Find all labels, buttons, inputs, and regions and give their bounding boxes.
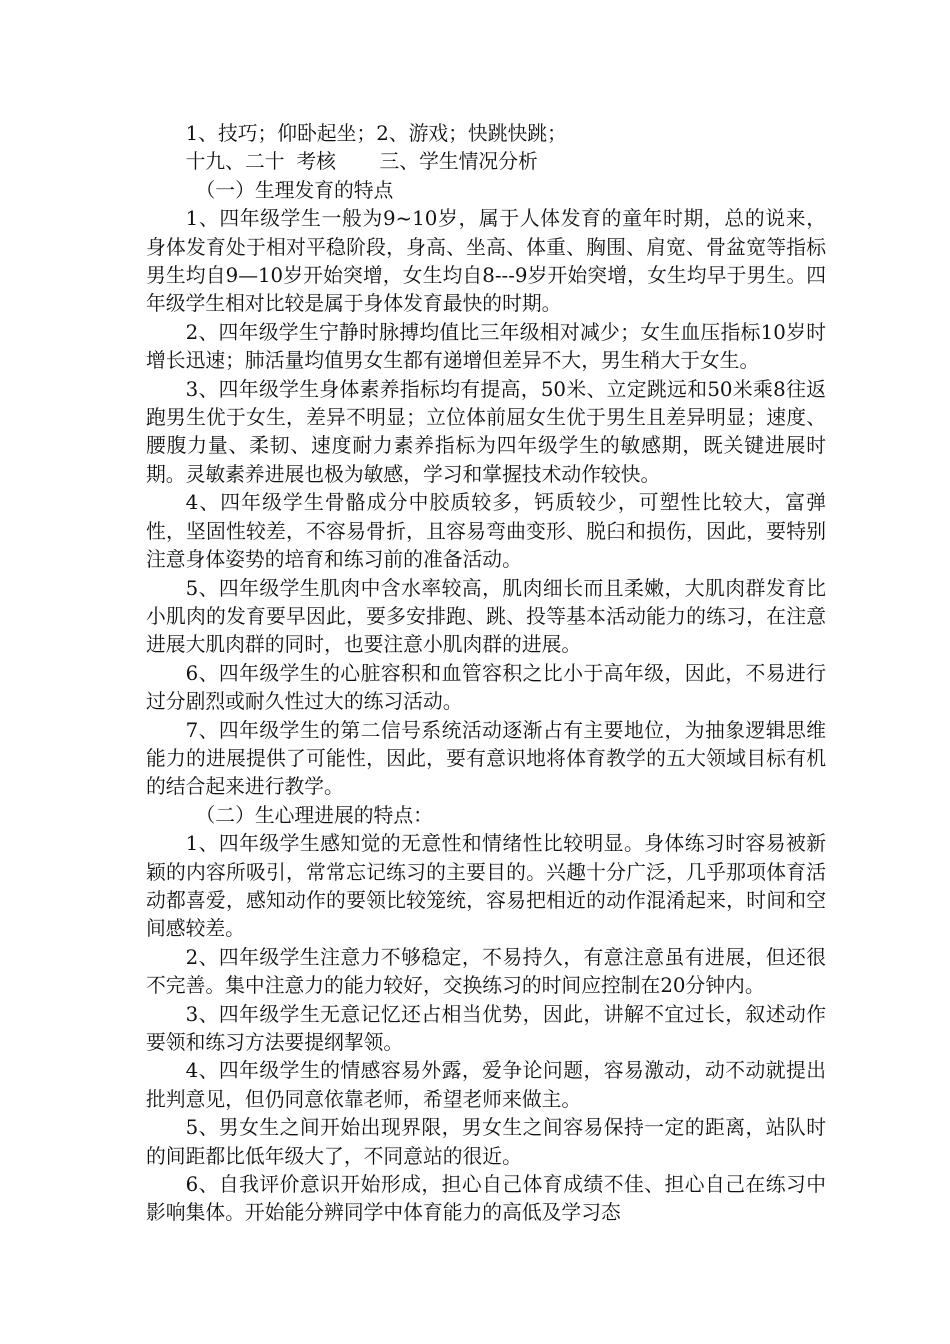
paragraph-psych-4: 4、四年级学生的情感容易外露，爱争论问题，容易激动，动不动就提出批判意见，但仍同意依靠老师，希望老师来做主。 [146,1059,826,1111]
paragraph-psych-1: 1、四年级学生感知觉的无意性和情绪性比较明显。身体练习时容易被新颖的内容所吸引，常常忘记练习的主要目的。兴趣十分广泛，几乎那项体育活动都喜爱，感知动作的要领比较笼统，容易把相近的动作混淆起来，时间和空间感较差。 [146,832,826,941]
paragraph-physio-1: 1、四年级学生一般为9~10岁，属于人体发育的童年时期，总的说来，身体发育处于相对平稳阶段，身高、坐高、体重、胸围、肩宽、骨盆宽等指标男生均自9—10岁开始突增，女生均自8---9岁开始突增，女生均早于男生。四年级学生相对比较是属于身体发育最快的时期。 [146,207,826,316]
course-list-text: 1、技巧；仰卧起坐；2、游戏；快跳快跳； [185,122,567,145]
paragraph-psych-5: 5、男女生之间开始出现界限，男女生之间容易保持一定的距离，站队时的间距都比低年级大了，不同意站的很近。 [146,1116,826,1168]
course-list-line [146,120,826,148]
paragraph-physio-4: 4、四年级学生骨骼成分中胶质较多，钙质较少，可塑性比较大，富弹性，坚固性较差，不容易骨折，且容易弯曲变形、脱臼和损伤，因此，要特别注意身体姿势的培育和练习前的准备活动。 [146,491,826,572]
paragraph-physio-5: 5、四年级学生肌肉中含水率较高，肌肉细长而且柔嫩，大肌肉群发育比小肌肉的发育要早因此，要多安排跑、跳、投等基本活动能力的练习，在注意进展大肌肉群的同时，也要注意小肌肉群的进展。 [146,576,826,657]
paragraph-physio-3: 3、四年级学生身体素养指标均有提高，50米、立定跳远和50米乘8往返跑男生优于女生，差异不明显；立位体前屈女生优于男生且差异明显；速度、腰腹力量、柔韧、速度耐力素养指标为四年级学生的敏感期，既关键进展时期。灵敏素养进展也极为敏感，学习和掌握技术动作较快。 [146,377,826,486]
section-heading-3: 三、学生情况分析 [379,150,538,174]
paragraph-physio-6: 6、四年级学生的心脏容积和血管容积之比小于高年级，因此，不易进行过分剧烈或耐久性过大的练习活动。 [146,661,826,714]
paragraph-psych-6: 6、自我评价意识开始形成，担心自己体育成绩不佳、担心自己在练习中影响集体。开始能分辨同学中体育能力的高低及学习态 [146,1173,826,1225]
section-heading-physiology: （一）生理发育的特点 [195,178,394,202]
paragraph-psych-3: 3、四年级学生无意记忆还占相当优势，因此，讲解不宜过长，叙述动作要领和练习方法要提纲挈领。 [146,1002,826,1054]
section-heading-psychology: （二）生心理进展的特点： [195,803,433,827]
exam-label: 考核 [296,150,336,174]
paragraph-physio-2: 2、四年级学生宁静时脉搏均值比三年级相对减少；女生血压指标10岁时增长迅速；肺活量均值男女生都有递增但差异不大，男生稍大于女生。 [146,320,826,373]
paragraph-physio-7: 7、四年级学生的第二信号系统活动逐渐占有主要地位，为抽象逻辑思维能力的进展提供了可能性，因此，要有意识地将体育教学的五大领域目标有机的结合起来进行教学。 [146,718,826,799]
document-page [146,120,826,1228]
paragraph-psych-2: 2、四年级学生注意力不够稳定，不易持久，有意注意虽有进展，但还很不完善。集中注意力的能力较好，交换练习的时间应控制在20分钟内。 [146,945,826,998]
weeks-label: 十九、二十 [185,150,285,174]
schedule-line [146,148,826,176]
